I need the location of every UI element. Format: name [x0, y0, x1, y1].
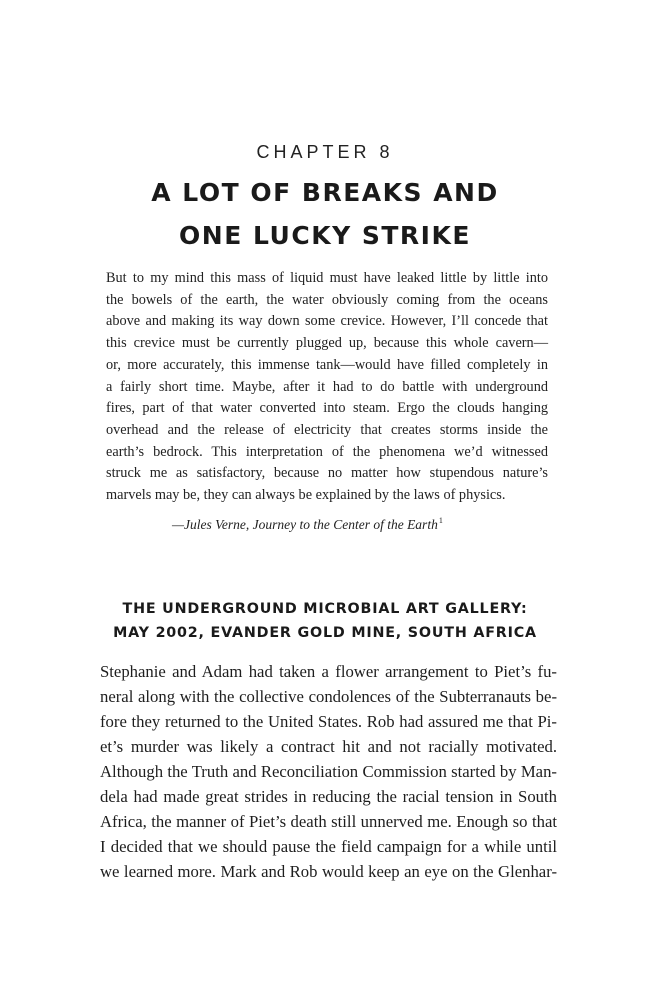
footnote-marker[interactable]: 1	[438, 516, 443, 525]
epigraph-line: overhead and the release of electricity that creates storms inside the	[106, 421, 548, 438]
epigraph-line: struck me as satisfactory, because no matter how stupendous nature’s	[106, 465, 548, 482]
section-heading	[0, 597, 650, 645]
body-line: Stephanie and Adam had taken a flower arrangement to Piet’s fu-	[100, 662, 557, 681]
epigraph-line: earth’s bedrock. This interpretation of the phenomena we’d witnessed	[106, 443, 548, 460]
body-line: Africa, the manner of Piet’s death still unnerved me. Enough so that	[100, 812, 557, 831]
chapter-title-line: ONE LUCKY STRIKE	[179, 221, 471, 250]
epigraph-line: this crevice must be currently plugged up, because this whole cavern—	[106, 335, 548, 352]
body-line: we learned more. Mark and Rob would keep an eye on the Glenhar-	[100, 862, 557, 881]
epigraph-line: fires, part of that water converted into steam. Ergo the clouds hanging	[106, 400, 548, 417]
chapter-number: CHAPTER 8	[256, 142, 394, 162]
epigraph-line: marvels may be, they can always be explained by the laws of physics.	[106, 487, 506, 504]
body-line: I decided that we should pause the field campaign for a while until	[100, 837, 557, 856]
attribution-text: —Jules Verne, Journey to the Center of the Earth	[172, 517, 438, 532]
body-line: neral along with the collective condolences of the Subterranauts be-	[100, 687, 557, 706]
epigraph-line: or, more accurately, this immense tank—would have filled completely in	[106, 356, 548, 373]
body-line: dela had made great strides in reducing the racial tension in South	[100, 787, 557, 806]
epigraph-line: above and making its way down some crevice. However, I’ll concede that	[106, 313, 548, 330]
body-line: Although the Truth and Reconciliation Commission started by Man-	[100, 762, 557, 781]
epigraph-line: a fairly short time. Maybe, after it had to do battle with underground	[106, 378, 548, 395]
body-paragraph	[100, 659, 557, 884]
section-heading-line: MAY 2002, EVANDER GOLD MINE, SOUTH AFRICA	[113, 625, 537, 641]
epigraph-attribution	[172, 516, 443, 533]
epigraph-line: the bowels of the earth, the water obviously coming from the oceans	[106, 291, 548, 308]
chapter-title	[0, 171, 650, 257]
chapter-title-line: A LOT OF BREAKS AND	[151, 178, 499, 207]
section-heading-line: THE UNDERGROUND MICROBIAL ART GALLERY:	[122, 601, 528, 617]
epigraph-quote	[106, 268, 548, 507]
epigraph-line: But to my mind this mass of liquid must have leaked little by little into	[106, 270, 548, 286]
body-line: fore they returned to the United States. Rob had assured me that Pi-	[100, 712, 557, 731]
body-line: et’s murder was likely a contract hit and not racially motivated.	[100, 737, 557, 756]
